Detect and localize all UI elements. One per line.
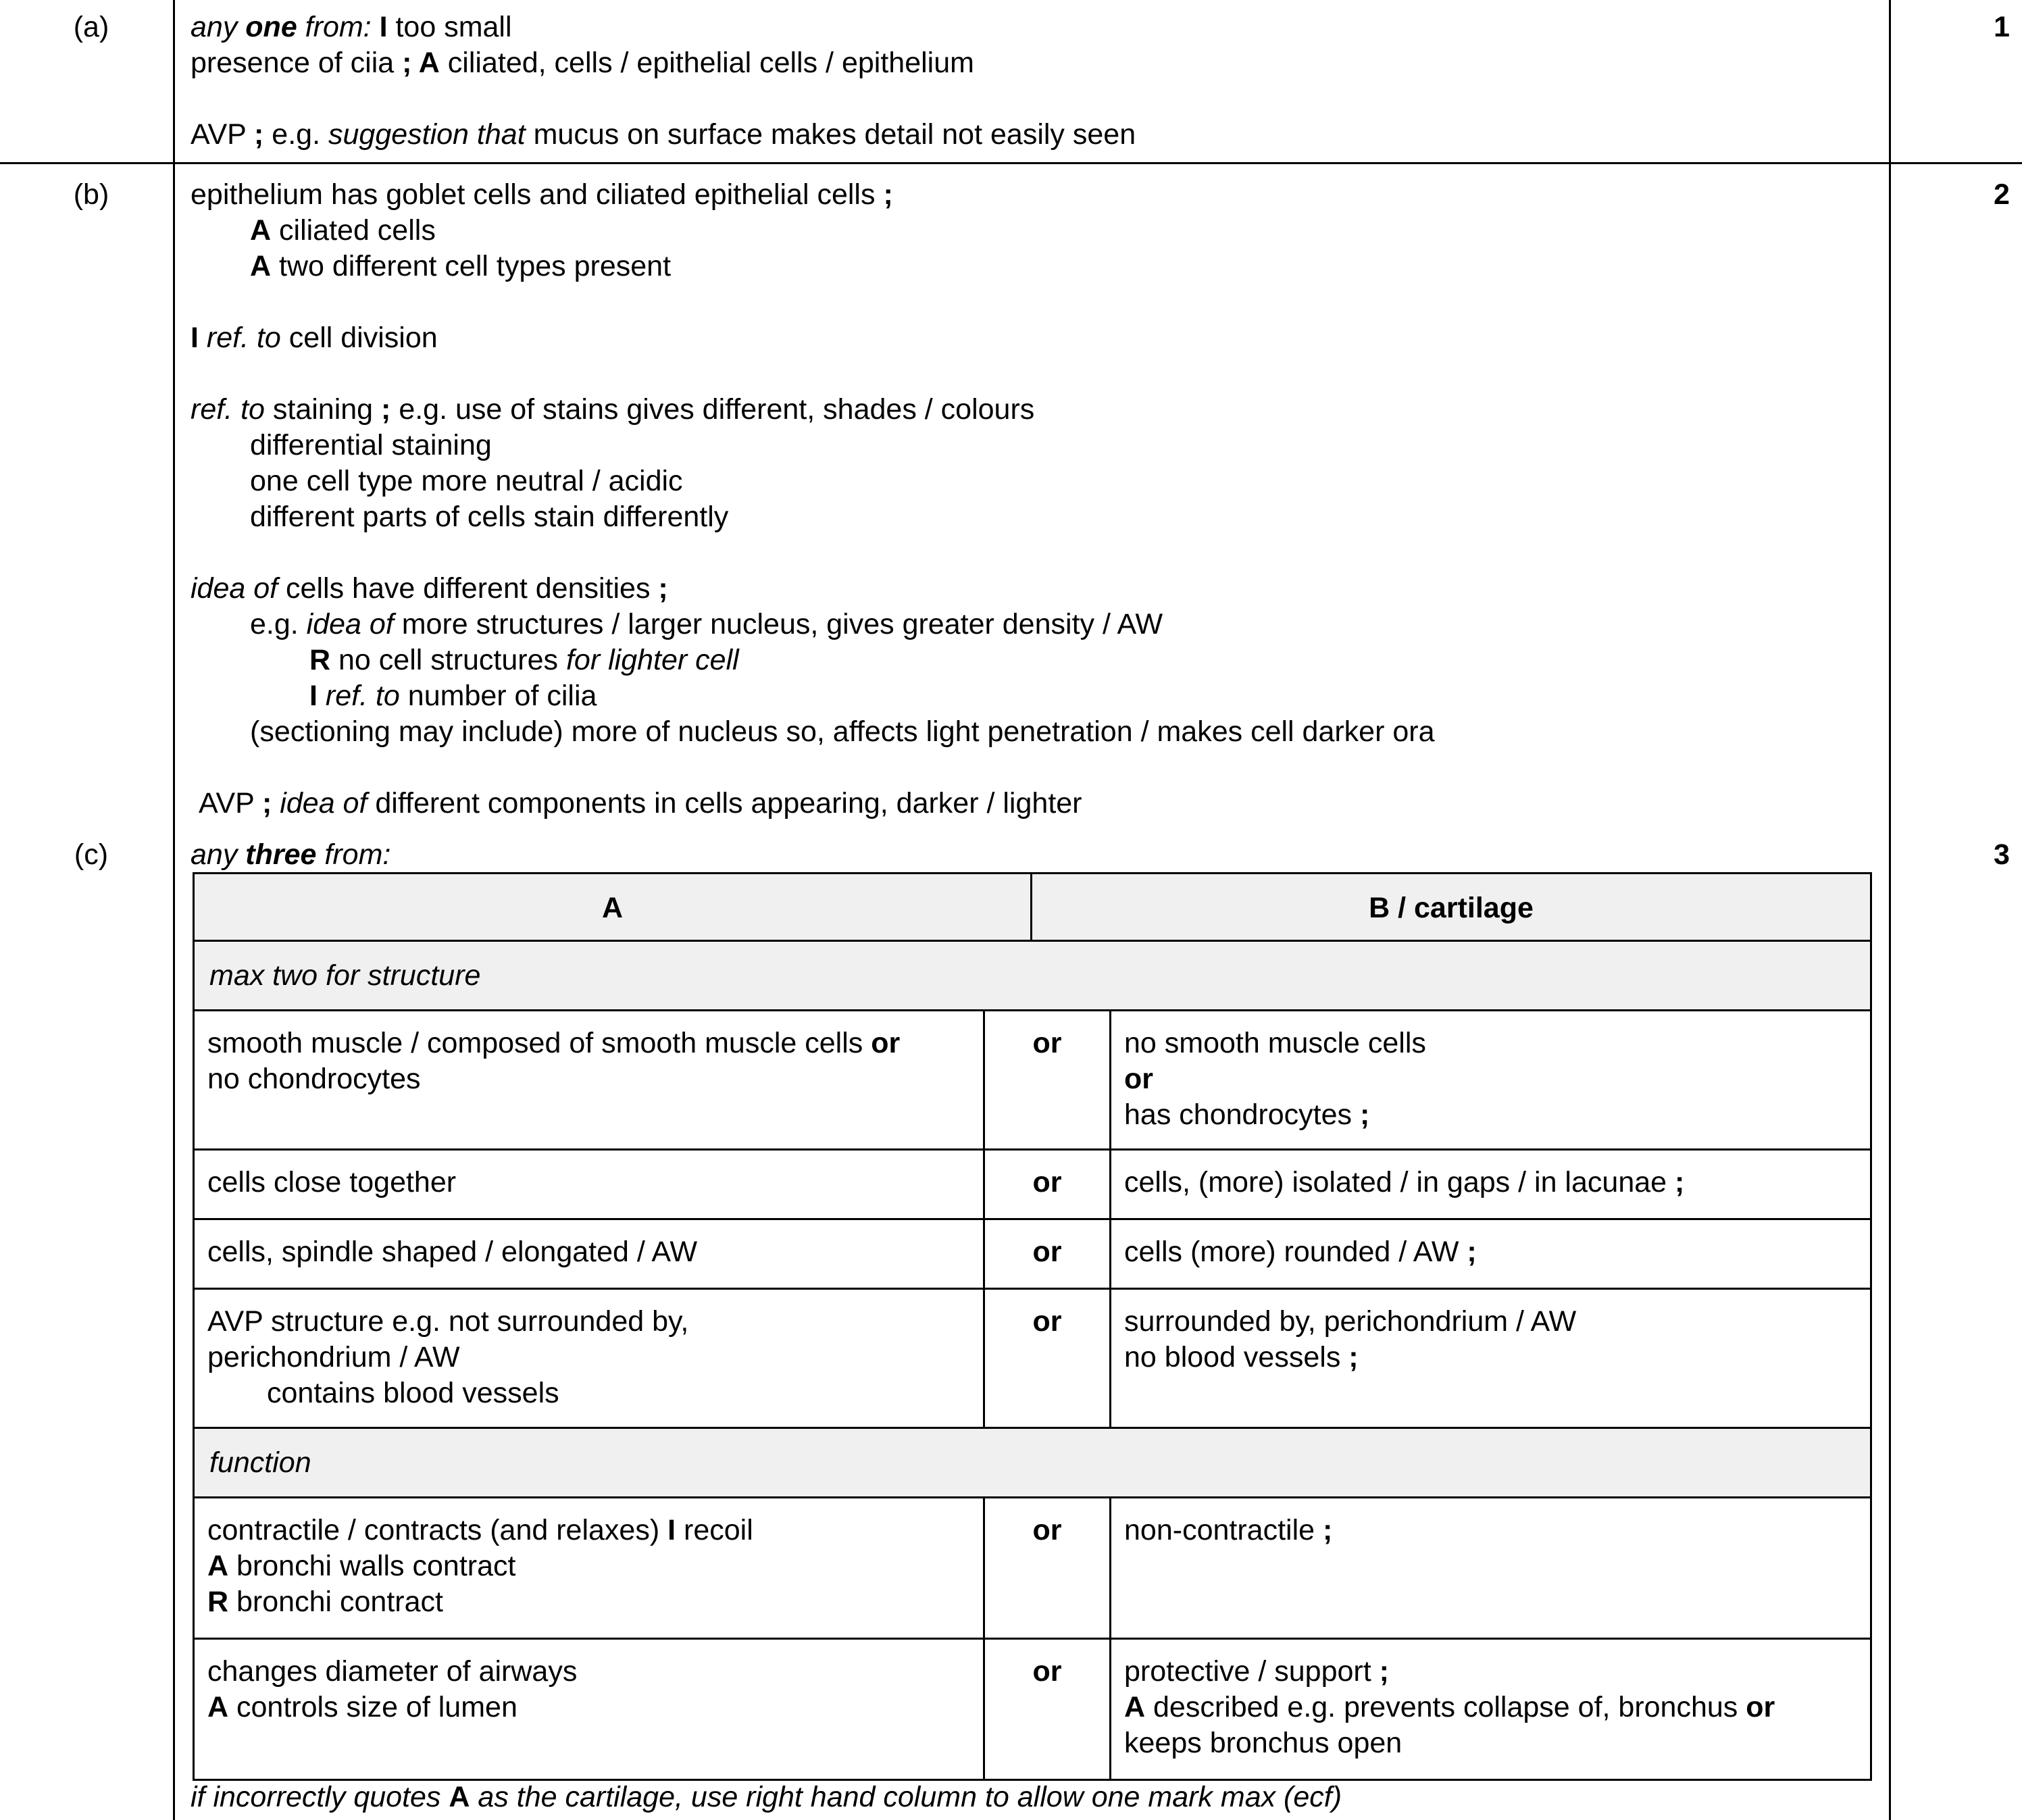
- answer-a-line-1: any one from: I too small: [191, 11, 512, 43]
- question-label-a: (a): [73, 11, 109, 43]
- row1-or: or: [1032, 1027, 1062, 1059]
- answer-a-line-2: presence of ciia ; A ciliated, cells / epithelial cells / epithelium: [191, 47, 974, 79]
- answer-b-line-9: idea of cells have different densities ;: [191, 572, 668, 605]
- row3-or: or: [1032, 1236, 1062, 1268]
- answer-b-line-6: differential staining: [250, 429, 492, 461]
- answer-b-line-2: A ciliated cells: [250, 214, 436, 247]
- row6-col-b: protective / support ; A described e.g. prevents collapse of, bronchus or keeps bronchus open: [1124, 1655, 1775, 1759]
- question-label-b: (b): [73, 178, 109, 211]
- marks-b: 2: [1994, 178, 2010, 211]
- answer-b-line-14: AVP ; idea of different components in cells appearing, darker / lighter: [199, 787, 1082, 819]
- row-divider-a-b: [0, 162, 2022, 164]
- row4-col-a: AVP structure e.g. not surrounded by, perichondrium / AW contains blood vessels: [207, 1305, 689, 1409]
- answer-b-line-1: epithelium has goblet cells and ciliated epithelial cells ;: [191, 178, 893, 211]
- row6-or: or: [1032, 1655, 1062, 1688]
- row3-col-a: cells, spindle shaped / elongated / AW: [207, 1236, 698, 1268]
- row5-col-b: non-contractile ;: [1124, 1514, 1333, 1546]
- row1-col-b: no smooth muscle cells or has chondrocytes ;: [1124, 1027, 1426, 1131]
- table-header-b: B / cartilage: [1030, 872, 1872, 942]
- table-section-structure: max two for structure: [193, 940, 1872, 1011]
- row2-col-b: cells, (more) isolated / in gaps / in lacunae ;: [1124, 1166, 1685, 1198]
- row5-or: or: [1032, 1514, 1062, 1546]
- row6-col-a: changes diameter of airways A controls size of lumen: [207, 1655, 578, 1723]
- answer-b-line-11: R no cell structures for lighter cell: [309, 644, 739, 676]
- row4-or: or: [1032, 1305, 1062, 1338]
- row3-col-b: cells (more) rounded / AW ;: [1124, 1236, 1477, 1268]
- answer-b-line-8: different parts of cells stain differently: [250, 501, 729, 533]
- answer-b-line-7: one cell type more neutral / acidic: [250, 465, 683, 497]
- answer-b-line-10: e.g. idea of more structures / larger nucleus, gives greater density / AW: [250, 608, 1163, 640]
- answer-b-line-4: I ref. to cell division: [191, 322, 438, 354]
- row2-or: or: [1032, 1166, 1062, 1198]
- question-label-c: (c): [74, 838, 109, 871]
- column-divider-left: [173, 0, 175, 1820]
- answer-b-line-3: A two different cell types present: [250, 250, 672, 282]
- answer-b: [191, 177, 1880, 821]
- answer-b-line-5: ref. to staining ; e.g. use of stains gives different, shades / colours: [191, 393, 1035, 426]
- answer-a: [191, 9, 1880, 153]
- answer-c-intro: any three from:: [191, 838, 391, 871]
- row4-col-b: surrounded by, perichondrium / AW no blood vessels ;: [1124, 1305, 1577, 1373]
- answer-c-footnote: if incorrectly quotes A as the cartilage, use right hand column to allow one mark max (ecf): [191, 1781, 1342, 1813]
- row1-col-a: smooth muscle / composed of smooth muscle cells or no chondrocytes: [207, 1027, 901, 1095]
- table-section-function: function: [193, 1427, 1872, 1498]
- answer-b-line-12: I ref. to number of cilia: [309, 680, 597, 712]
- table-header-a: A: [193, 872, 1032, 942]
- marks-c: 3: [1994, 838, 2010, 871]
- column-divider-right: [1889, 0, 1891, 1820]
- answer-a-line-3: AVP ; e.g. suggestion that mucus on surface makes detail not easily seen: [191, 118, 1136, 151]
- row2-col-a: cells close together: [207, 1166, 457, 1198]
- answer-b-line-13: (sectioning may include) more of nucleus so, affects light penetration / makes cell darker ora: [250, 715, 1435, 748]
- marks-a: 1: [1994, 11, 2010, 43]
- row5-col-a: contractile / contracts (and relaxes) I recoil A bronchi walls contract R bronchi contract: [207, 1514, 753, 1618]
